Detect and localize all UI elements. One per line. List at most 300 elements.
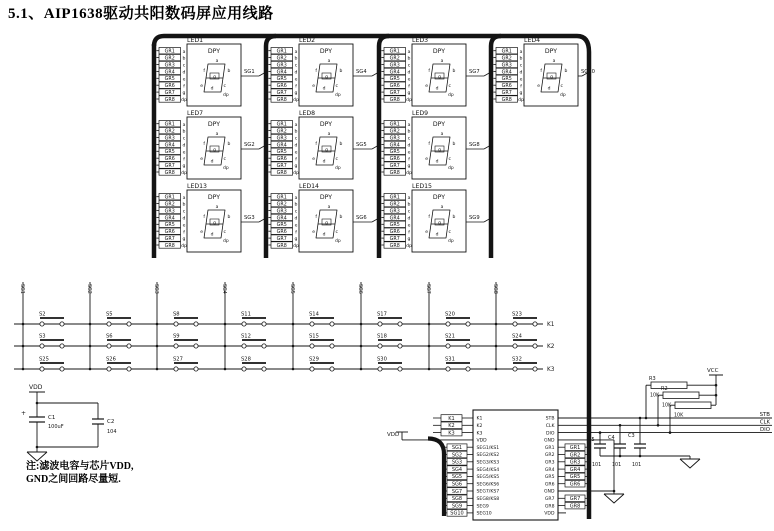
pin-letter: f <box>183 84 185 90</box>
gr-net-label: GR3 <box>389 209 400 215</box>
led-module-LED15 <box>381 183 491 252</box>
segment-label-c: c <box>335 84 338 89</box>
pin-letter: e <box>519 77 523 83</box>
switch-pin <box>40 322 44 326</box>
ic-left-pin-label: VDD <box>476 438 487 444</box>
pin-letter: g <box>519 91 523 97</box>
switch-pin <box>107 367 111 371</box>
filter-caps <box>588 417 700 468</box>
pin-letter: c <box>182 209 186 215</box>
pin-letter: b <box>182 129 186 135</box>
gr-net-label: GR6 <box>501 84 512 90</box>
sg-net-label: SG3 <box>244 215 255 221</box>
junction-dot <box>292 323 295 326</box>
pin-letter: e <box>182 77 186 83</box>
page-title: 5.1、AIP1638驱动共阳数码屏应用线路 <box>8 6 274 22</box>
segment-label-e: e <box>425 84 428 89</box>
led-name: LED13 <box>187 183 207 190</box>
switch-pin <box>127 322 131 326</box>
junction-dot <box>156 345 159 348</box>
segment-label-d: d <box>322 232 326 238</box>
column-label: SG4 <box>221 284 226 294</box>
segment-label-a: a <box>440 132 444 137</box>
gr-net-label: GR3 <box>276 136 287 142</box>
pin-letter: dp <box>181 244 187 250</box>
cap-label: C3 <box>628 433 635 439</box>
gr-net-label: GR7 <box>276 237 287 242</box>
seven-segment-icon <box>200 59 230 98</box>
pin-letter: e <box>407 77 411 83</box>
switch-label: S21 <box>445 333 455 340</box>
pin-letter: a <box>519 49 523 55</box>
pin-letter: g <box>182 237 186 243</box>
segment-label-c: c <box>223 84 226 89</box>
gr-net-label: GR1 <box>389 122 400 128</box>
column-label: SG8 <box>492 284 497 294</box>
switch-label: S9 <box>173 333 180 340</box>
pin-letter: d <box>182 216 186 222</box>
seven-segment-icon <box>425 132 455 171</box>
switch-pin <box>533 344 537 348</box>
gr-net-label: GR7 <box>389 237 400 242</box>
gr-net-label: GR7 <box>501 91 512 96</box>
segment-label-dp: dp <box>335 93 341 98</box>
k-net-label: K3 <box>448 430 455 437</box>
gr-net-label: GR5 <box>389 77 400 83</box>
gr-net-label: GR5 <box>276 150 287 156</box>
switch-label: S27 <box>173 356 183 363</box>
segment-label-g: g <box>438 148 441 153</box>
pin-letter: d <box>294 216 298 222</box>
segment-label-d: d <box>210 86 214 92</box>
segment-label-c: c <box>335 157 338 162</box>
gr-net-label: GR5 <box>569 474 581 481</box>
segment-label-d: d <box>210 159 214 165</box>
ic-left-pin-label: SEG6/KS6 <box>476 482 500 488</box>
gr-net-label: GR7 <box>569 496 581 503</box>
switch-pin <box>398 367 402 371</box>
dpy-label: DPY <box>432 48 446 55</box>
sg-net-label: SG7 <box>451 488 463 495</box>
junction-dot <box>360 323 363 326</box>
junction-dot <box>428 368 431 371</box>
segment-label-c: c <box>335 230 338 235</box>
led-module-LED7 <box>156 110 266 179</box>
pin-letter: dp <box>406 171 412 177</box>
switch-pin <box>330 344 334 348</box>
pin-letter: b <box>407 202 411 208</box>
led-name: LED7 <box>187 110 204 117</box>
gr-net-label: GR4 <box>164 143 175 149</box>
segment-label-c: c <box>223 230 226 235</box>
switch-label: S28 <box>241 356 251 363</box>
switch-pin <box>330 367 334 371</box>
sg-net-label: SG9 <box>451 503 463 510</box>
c2-label: C2 <box>107 419 115 425</box>
seven-segment-icon <box>425 205 455 244</box>
segment-label-f: f <box>315 69 317 74</box>
cap-label: C5 <box>588 437 595 443</box>
seven-segment-icon <box>312 59 342 98</box>
junction-dot <box>495 345 498 348</box>
note-line-1: 注:滤波电容与芯片VDD, <box>26 461 134 472</box>
segment-label-b: b <box>452 215 456 220</box>
bus-lines <box>154 36 589 519</box>
gr-net-label: GR5 <box>276 77 287 83</box>
key-matrix <box>14 282 555 373</box>
switch-pin <box>378 344 382 348</box>
cap-value: 101 <box>612 463 622 468</box>
ic-right-pin-label: GR6 <box>544 482 555 488</box>
gr-net-label: GR1 <box>501 49 512 55</box>
gr-net-label: GR5 <box>501 77 512 83</box>
pin-letter: a <box>294 49 298 55</box>
pin-letter: c <box>294 136 298 142</box>
pin-letter: e <box>182 223 186 229</box>
pin-letter: dp <box>293 244 299 250</box>
segment-label-g: g <box>325 221 328 226</box>
segment-label-a: a <box>327 205 331 210</box>
gr-net-label: GR6 <box>164 84 175 90</box>
c1-polarity: + <box>20 410 26 417</box>
segment-label-d: d <box>435 159 439 165</box>
led-name: LED3 <box>412 37 429 44</box>
segment-label-dp: dp <box>223 166 229 171</box>
junction-dot <box>360 345 363 348</box>
switch-pin <box>127 367 131 371</box>
pin-letter: d <box>294 70 298 76</box>
seven-segment-icon <box>312 205 342 244</box>
segment-label-d: d <box>435 86 439 92</box>
pin-letter: g <box>407 91 411 97</box>
gr-net-label: GR4 <box>276 216 287 222</box>
junction-dot <box>89 368 92 371</box>
dpy-label: DPY <box>319 194 333 201</box>
segment-label-e: e <box>425 157 428 162</box>
pin-letter: b <box>182 56 186 62</box>
serial-net-label: STB <box>759 412 770 419</box>
segment-label-f: f <box>315 142 317 147</box>
junction-dot <box>292 345 295 348</box>
segment-label-f: f <box>428 215 430 220</box>
gr-net-label: GR8 <box>389 170 400 176</box>
switch-label: S17 <box>377 311 387 318</box>
ic-right-pin-label: GR8 <box>544 504 555 510</box>
pin-letter: g <box>294 237 298 243</box>
switch-label: S29 <box>309 356 319 363</box>
gr-net-label: GR5 <box>276 223 287 229</box>
junction-dot <box>89 323 92 326</box>
gr-net-label: GR6 <box>389 230 400 236</box>
ic-right-pin-label: GND <box>543 438 555 444</box>
pin-letter: f <box>183 230 185 236</box>
column-label: SG3 <box>153 284 158 294</box>
sg-net-label: SG4 <box>356 69 367 75</box>
segment-label-e: e <box>312 84 315 89</box>
gr-net-label: GR7 <box>276 91 287 96</box>
gr-net-label: GR3 <box>276 63 287 69</box>
segment-label-c: c <box>560 84 563 89</box>
segment-label-g: g <box>438 75 441 80</box>
dpy-label: DPY <box>207 194 221 201</box>
gr-net-label: GR7 <box>164 237 175 242</box>
seven-segment-icon <box>537 59 567 98</box>
sg-net-label: SG7 <box>469 69 480 75</box>
segment-label-dp: dp <box>223 93 229 98</box>
gr-net-label: GR3 <box>164 209 175 215</box>
junction-dot <box>224 368 227 371</box>
pin-letter: g <box>407 164 411 170</box>
pullup-resistors <box>645 368 723 434</box>
ic-right-pin-label: GR7 <box>544 497 555 502</box>
ic-right-pin-label: VDD <box>544 511 555 517</box>
gr-net-label: GR5 <box>164 77 175 83</box>
pin-letter: dp <box>293 171 299 177</box>
pin-letter: b <box>294 129 298 135</box>
pin-letter: f <box>408 157 410 163</box>
switch-label: S11 <box>241 311 251 318</box>
switch-label: S14 <box>309 311 319 318</box>
pin-letter: g <box>294 91 298 97</box>
switch-label: S2 <box>39 311 46 318</box>
switch-pin <box>40 344 44 348</box>
switch-pin <box>242 344 246 348</box>
sg-net-label: SG5 <box>356 142 367 148</box>
gr-net-label: GR2 <box>276 202 287 208</box>
segment-label-dp: dp <box>448 239 454 244</box>
led-name: LED9 <box>412 110 429 117</box>
power-filter <box>21 384 117 461</box>
segment-label-e: e <box>312 230 315 235</box>
junction-dot <box>645 417 648 420</box>
gr-net-label: GR1 <box>389 195 400 201</box>
pin-letter: f <box>408 230 410 236</box>
sg-net-label: SG4 <box>451 466 463 473</box>
led-name: LED8 <box>299 110 316 117</box>
seven-segment-icon <box>425 59 455 98</box>
switch-pin <box>513 344 517 348</box>
column-label: SG7 <box>425 284 430 294</box>
switch-pin <box>378 322 382 326</box>
pin-letter: b <box>182 202 186 208</box>
sg-net-label: SG9 <box>469 215 480 221</box>
cap-value: 101 <box>592 463 602 468</box>
gr-net-label: GR2 <box>164 129 175 135</box>
sg-net-label: SG1 <box>451 445 463 451</box>
switch-pin <box>513 322 517 326</box>
gr-net-label: GR4 <box>164 70 175 76</box>
switch-label: S5 <box>106 311 113 318</box>
segment-label-e: e <box>200 157 203 162</box>
switch-label: S26 <box>106 356 116 363</box>
gr-net-label: GR2 <box>276 129 287 135</box>
junction-dot <box>613 490 616 493</box>
led-module-LED13 <box>156 183 266 252</box>
switch-label: S18 <box>377 333 387 340</box>
pin-letter: dp <box>181 98 187 104</box>
segment-label-a: a <box>215 59 219 64</box>
switch-pin <box>242 322 246 326</box>
segment-label-e: e <box>537 84 540 89</box>
sg-net-label: SG2 <box>451 452 463 459</box>
seven-segment-icon <box>200 132 230 171</box>
sg-bus <box>428 439 444 517</box>
pin-letter: dp <box>518 98 524 104</box>
switch-pin <box>378 367 382 371</box>
junction-dot <box>22 345 25 348</box>
serial-net-label: DIO <box>760 426 770 433</box>
pin-letter: e <box>407 223 411 229</box>
dpy-label: DPY <box>319 121 333 128</box>
gr-net-label: GR1 <box>276 49 287 55</box>
sg-net-label: SG10 <box>450 510 464 517</box>
pin-letter: a <box>407 195 411 201</box>
segment-label-e: e <box>200 230 203 235</box>
switch-label: S8 <box>173 311 180 318</box>
pin-letter: e <box>407 150 411 156</box>
junction-dot <box>669 431 672 434</box>
segment-label-e: e <box>312 157 315 162</box>
row-label: K2 <box>547 344 555 350</box>
switch-label: S15 <box>309 333 319 340</box>
segment-label-f: f <box>540 69 542 74</box>
k-net-label: K2 <box>448 423 455 430</box>
switch-label: S20 <box>445 311 455 318</box>
pin-letter: dp <box>406 98 412 104</box>
gr-net-label: GR3 <box>164 63 175 69</box>
ground-icon <box>680 459 700 468</box>
switch-pin <box>446 344 450 348</box>
gr-net-label: GR2 <box>389 129 400 135</box>
gr-net-label: GR7 <box>164 164 175 169</box>
pin-letter: f <box>520 84 522 90</box>
segment-label-d: d <box>322 159 326 165</box>
column-label: SG6 <box>357 284 362 294</box>
ic-left-pin-label: K3 <box>476 431 483 437</box>
gr-net-label: GR6 <box>389 84 400 90</box>
segment-label-b: b <box>564 69 568 74</box>
led-module-LED2 <box>268 37 379 106</box>
gr-net-label: GR5 <box>164 223 175 229</box>
switch-pin <box>466 344 470 348</box>
pin-letter: c <box>294 63 298 69</box>
segment-label-d: d <box>322 86 326 92</box>
segment-label-b: b <box>227 69 231 74</box>
segment-label-d: d <box>547 86 551 92</box>
pin-letter: f <box>295 84 297 90</box>
segment-label-g: g <box>550 75 553 80</box>
pin-letter: a <box>407 122 411 128</box>
pin-letter: f <box>183 157 185 163</box>
pin-letter: dp <box>293 98 299 104</box>
switch-pin <box>398 322 402 326</box>
column-label: SG5 <box>289 284 294 294</box>
pin-letter: c <box>519 63 523 69</box>
junction-dot <box>715 394 718 397</box>
pin-letter: c <box>407 136 411 142</box>
switch-label: S24 <box>512 333 522 340</box>
row-label: K3 <box>547 367 555 373</box>
dpy-label: DPY <box>544 48 558 55</box>
pin-letter: a <box>294 122 298 128</box>
switch-pin <box>533 322 537 326</box>
c2-value: 104 <box>107 429 117 435</box>
gr-net-label: GR7 <box>389 164 400 169</box>
gr-net-label: GR7 <box>164 91 175 96</box>
switch-pin <box>60 344 64 348</box>
vcc-label: VCC <box>707 368 719 374</box>
gr-net-label: GR4 <box>164 216 175 222</box>
pin-letter: a <box>182 195 186 201</box>
ic-left-pin-label: K1 <box>476 416 483 422</box>
led-name: LED15 <box>412 183 432 190</box>
gr-net-label: GR8 <box>276 97 287 103</box>
gr-net-label: GR7 <box>389 91 400 96</box>
pin-letter: f <box>408 84 410 90</box>
segment-label-g: g <box>213 75 216 80</box>
switch-pin <box>330 322 334 326</box>
switch-pin <box>242 367 246 371</box>
column-label: SG1 <box>19 284 24 294</box>
gr-net-label: GR8 <box>276 170 287 176</box>
pin-letter: c <box>182 63 186 69</box>
ic-left-pin-label: SEG4/KS4 <box>476 467 500 473</box>
gr-net-label: GR4 <box>389 216 400 222</box>
gr-net-label: GR1 <box>164 195 175 201</box>
junction-dot <box>639 417 642 420</box>
resistor-value: 10K <box>662 403 672 409</box>
switch-pin <box>513 367 517 371</box>
switch-pin <box>466 367 470 371</box>
c1-label: C1 <box>48 415 56 421</box>
segment-label-a: a <box>327 59 331 64</box>
led-name: LED14 <box>299 183 319 190</box>
segment-label-a: a <box>552 59 556 64</box>
gr-net-label: GR4 <box>569 466 581 473</box>
switch-label: S6 <box>106 333 113 340</box>
segment-label-g: g <box>438 221 441 226</box>
ic-right-pin-label: GR4 <box>544 467 555 473</box>
switch-pin <box>310 344 314 348</box>
switch-pin <box>127 344 131 348</box>
segment-label-f: f <box>203 215 205 220</box>
sg-net-label: SG8 <box>451 496 463 503</box>
seven-segment-icon <box>200 205 230 244</box>
pin-letter: d <box>294 143 298 149</box>
segment-label-b: b <box>339 215 343 220</box>
junction-dot <box>599 431 602 434</box>
row-label: K1 <box>547 322 555 328</box>
segment-label-f: f <box>203 69 205 74</box>
segment-label-g: g <box>325 75 328 80</box>
note <box>26 460 186 486</box>
segment-label-g: g <box>325 148 328 153</box>
pin-letter: g <box>407 237 411 243</box>
pin-letter: d <box>519 70 523 76</box>
gr-net-label: GR3 <box>164 136 175 142</box>
pin-letter: dp <box>181 171 187 177</box>
pin-letter: e <box>182 150 186 156</box>
sg-net-label: SG10 <box>581 69 595 75</box>
gr-net-label: GR6 <box>164 230 175 236</box>
switch-label: S25 <box>39 356 49 363</box>
ic-left-pin-label: SEG10 <box>476 511 492 517</box>
junction-dot <box>657 424 660 427</box>
segment-label-e: e <box>425 230 428 235</box>
junction-dot <box>224 345 227 348</box>
pin-letter: g <box>182 91 186 97</box>
resistor-body <box>675 402 711 409</box>
